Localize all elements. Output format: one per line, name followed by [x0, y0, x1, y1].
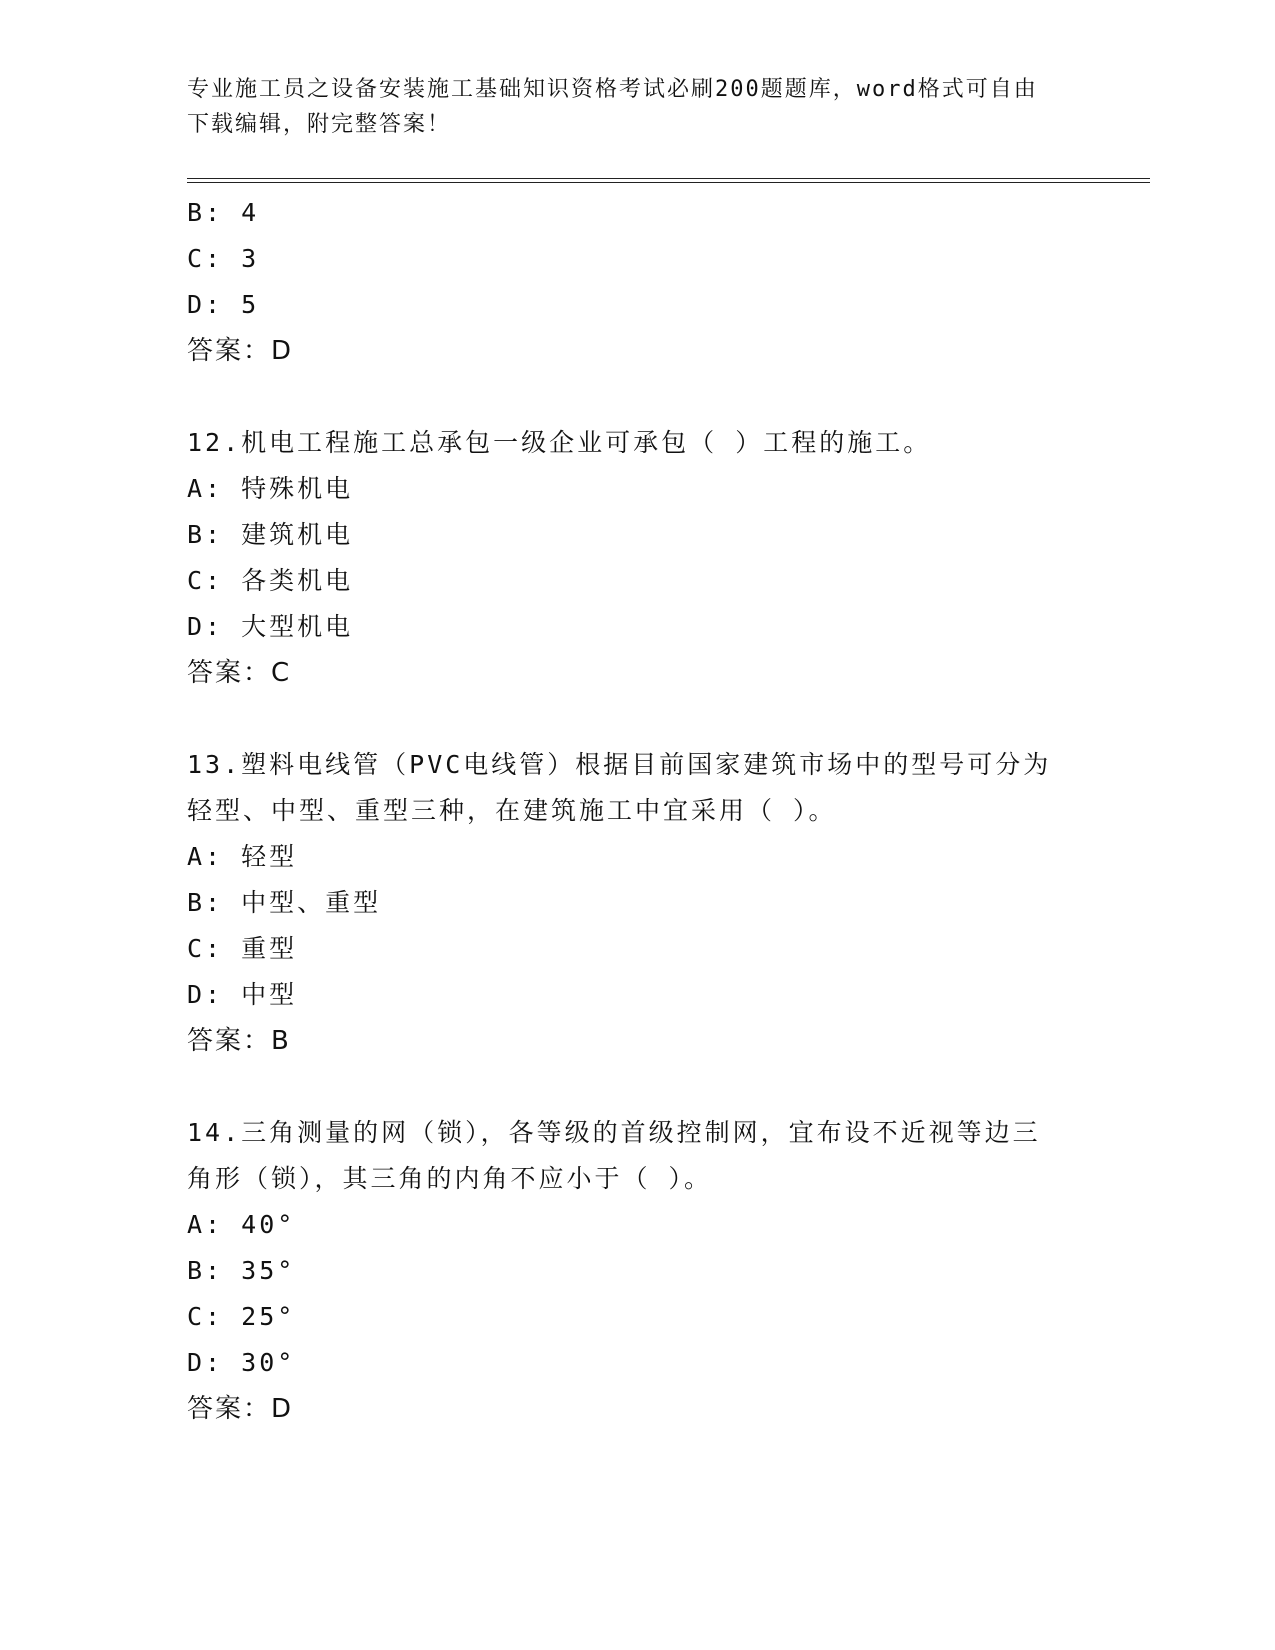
- question-12: [187, 420, 1087, 696]
- header-divider-bottom: [187, 182, 1150, 183]
- header-divider-top: [187, 178, 1150, 179]
- header-title-line-2: 下载编辑，附完整答案！: [187, 112, 452, 137]
- question-stem-line: 13.塑料电线管（PVC电线管）根据目前国家建筑市场中的型号可分为: [187, 750, 1052, 779]
- answer-label: 答案：B: [187, 1026, 291, 1056]
- question-11-continuation: [187, 190, 1087, 374]
- option-c: C: 25°: [187, 1302, 296, 1331]
- question-stem-line: 角形（锁），其三角的内角不应小于（ ）。: [187, 1164, 713, 1193]
- spacer: [187, 1064, 1087, 1110]
- option-d: D: 大型机电: [187, 612, 354, 641]
- question-stem: [187, 742, 1087, 834]
- option-a: A: 特殊机电: [187, 474, 354, 503]
- option-d: D: 中型: [187, 980, 298, 1009]
- option-d: D: 30°: [187, 1348, 296, 1377]
- option-a: A: 40°: [187, 1210, 296, 1239]
- option-c: C: 重型: [187, 934, 298, 963]
- question-stem-line: 12.机电工程施工总承包一级企业可承包（ ）工程的施工。: [187, 428, 932, 457]
- document-header: [187, 72, 1087, 142]
- option-b: B: 建筑机电: [187, 520, 354, 549]
- spacer: [187, 374, 1087, 420]
- question-14: [187, 1110, 1087, 1432]
- header-title-line-1: 专业施工员之设备安装施工基础知识资格考试必刷200题题库，word格式可自由: [187, 77, 1038, 102]
- question-stem: [187, 1110, 1087, 1202]
- question-stem-line: 轻型、中型、重型三种，在建筑施工中宜采用（ ）。: [187, 796, 837, 825]
- option-b: B: 4: [187, 198, 260, 227]
- answer-label: 答案：D: [187, 336, 294, 366]
- option-a: A: 轻型: [187, 842, 298, 871]
- answer-label: 答案：C: [187, 658, 292, 688]
- option-d: D: 5: [187, 290, 260, 319]
- question-stem-line: 14.三角测量的网（锁），各等级的首级控制网，宜布设不近视等边三: [187, 1118, 1041, 1147]
- question-stem: [187, 420, 1087, 466]
- option-c: C: 3: [187, 244, 260, 273]
- option-c: C: 各类机电: [187, 566, 354, 595]
- option-b: B: 35°: [187, 1256, 296, 1285]
- answer-label: 答案：D: [187, 1394, 294, 1424]
- option-b: B: 中型、重型: [187, 888, 382, 917]
- question-13: [187, 742, 1087, 1064]
- question-list: [187, 190, 1087, 1432]
- spacer: [187, 696, 1087, 742]
